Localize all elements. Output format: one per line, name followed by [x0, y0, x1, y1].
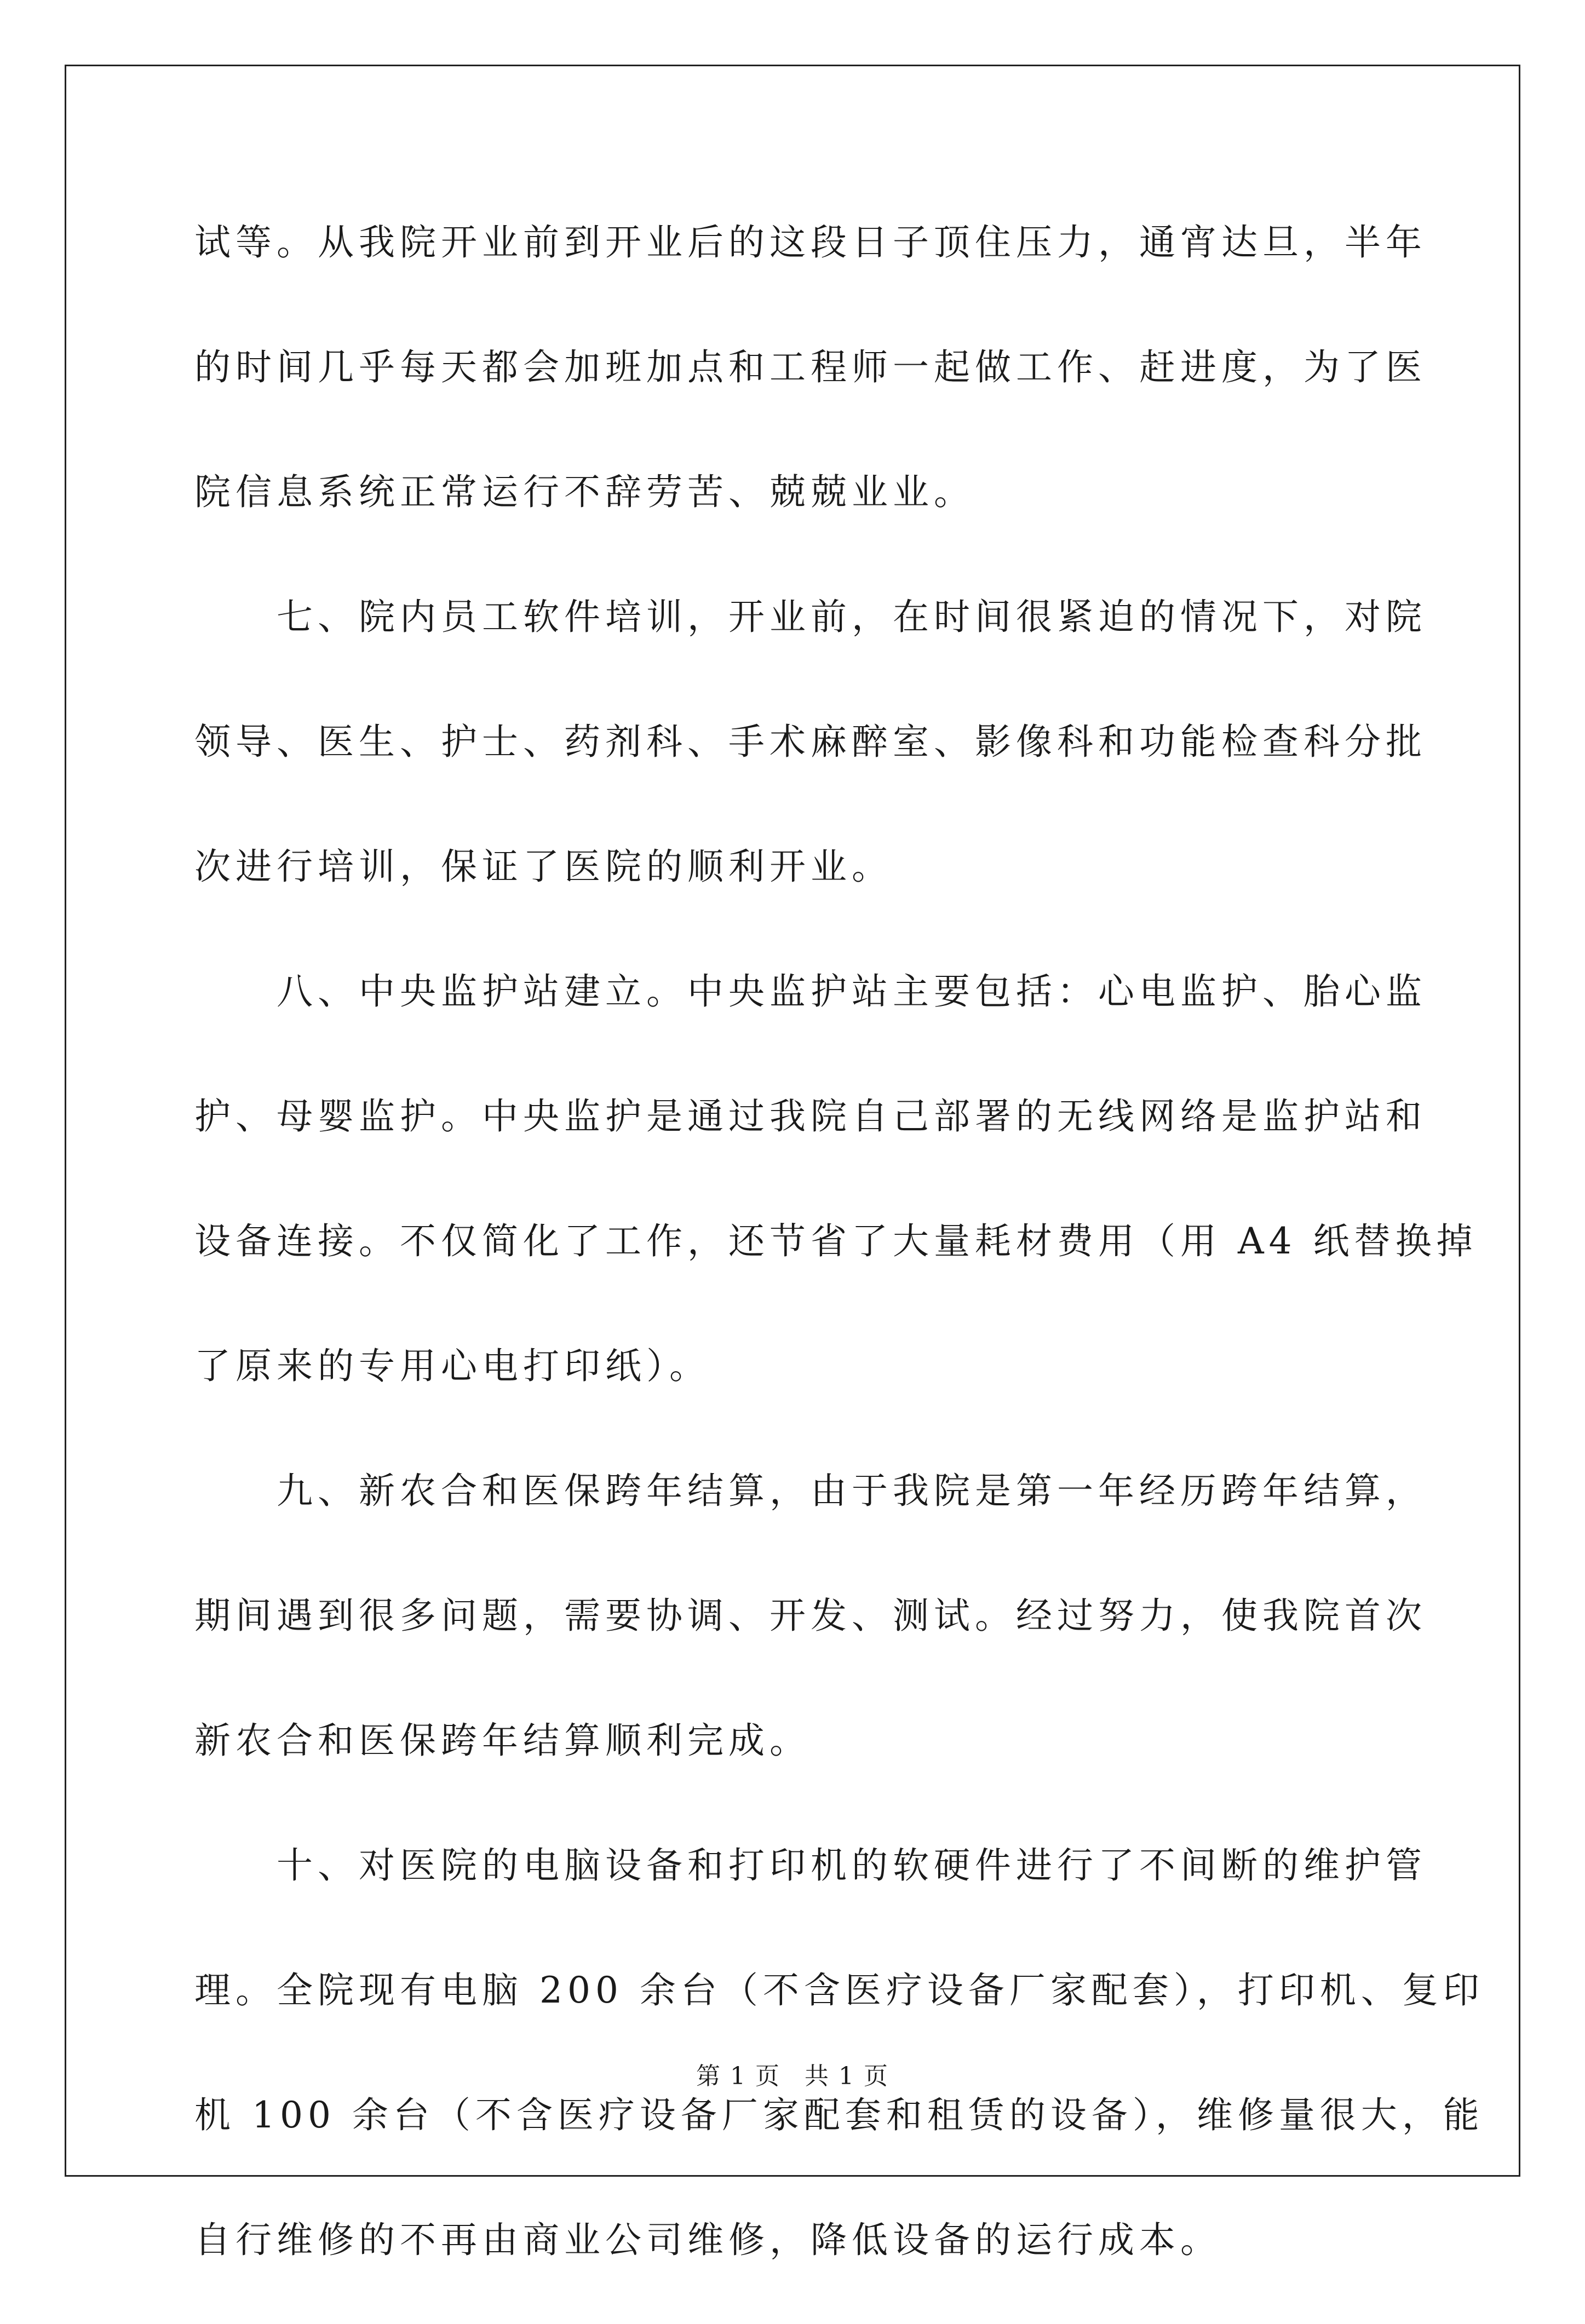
text-line: 期间遇到很多问题，需要协调、开发、测试。经过努力，使我院首次: [194, 1595, 1427, 1637]
text-line: 护、母婴监护。中央监护是通过我院自己部署的无线网络是监护站和: [194, 1095, 1427, 1137]
page-total: 共 1 页: [805, 2062, 889, 2090]
paragraph-8-start: 八、中央监护站建立。中央监护站主要包括：心电监护、胎心监: [277, 970, 1427, 1013]
document-body: [194, 202, 1484, 2324]
text-line: 新农合和医保跨年结算顺利完成。: [194, 1719, 811, 1762]
text-line: 机 100 余台（不含医疗设备厂家配套和租赁的设备），维修量很大，能: [194, 2094, 1484, 2136]
text-line: 的时间几乎每天都会加班加点和工程师一起做工作、赶进度，为了医: [194, 346, 1427, 388]
text-line: 了原来的专用心电打印纸）。: [194, 1345, 710, 1387]
text-line: 领导、医生、护士、药剂科、手术麻醉室、影像科和功能检查科分批: [194, 721, 1427, 763]
paragraph-10-start: 十、对医院的电脑设备和打印机的软硬件进行了不间断的维护管: [277, 1844, 1427, 1886]
paragraph-7-start: 七、院内员工软件培训，开业前，在时间很紧迫的情况下，对院: [277, 596, 1427, 638]
page-footer: [0, 2056, 1585, 2091]
text-line: 理。全院现有电脑 200 余台（不含医疗设备厂家配套），打印机、复印: [194, 1969, 1484, 2011]
page-number: 第 1 页: [696, 2062, 780, 2090]
text-line: 自行维修的不再由商业公司维修，降低设备的运行成本。: [194, 2219, 1221, 2261]
paragraph-9-start: 九、新农合和医保跨年结算，由于我院是第一年经历跨年结算，: [277, 1470, 1427, 1512]
text-line: 设备连接。不仅简化了工作，还节省了大量耗材费用（用 A4 纸替换掉: [194, 1220, 1478, 1262]
text-line: 院信息系统正常运行不辞劳苦、兢兢业业。: [194, 471, 975, 513]
text-line: 次进行培训，保证了医院的顺利开业。: [194, 845, 893, 888]
text-line: 试等。从我院开业前到开业后的这段日子顶住压力，通宵达旦，半年: [194, 221, 1427, 263]
